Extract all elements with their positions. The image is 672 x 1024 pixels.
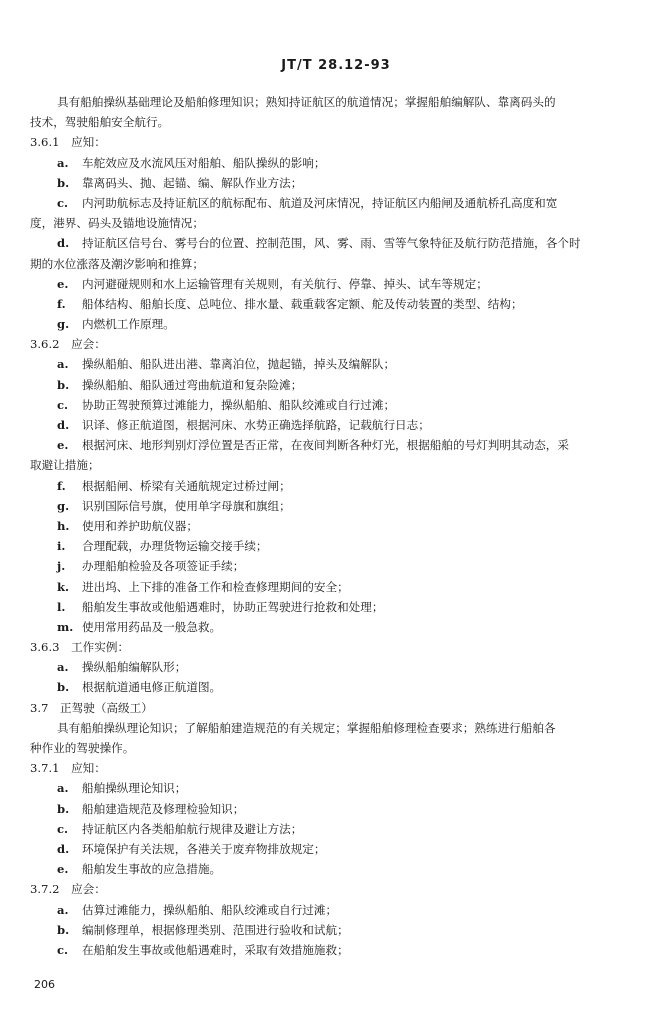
list-item: e. 根据河床、地形判别灯浮位置是否正常，在夜间判断各种灯光，根据船舶的号灯判明其动态，采	[57, 438, 569, 453]
list-item: b. 操纵船舶、船队通过弯曲航道和复杂险滩；	[57, 377, 303, 392]
list-item: e. 船舶发生事故的应急措施。	[57, 862, 222, 877]
list-item: b. 编制修理单，根据修理类别、范围进行验收和试航；	[57, 922, 349, 937]
section-3-7-2-heading: 3.7.2 应会：	[30, 882, 106, 897]
list-item: e. 内河避碰规则和水上运输管理有关规则，有关航行、停靠、掉头、试车等规定；	[57, 276, 488, 291]
intro-line-2: 技术，驾驶船舶安全航行。	[30, 115, 170, 130]
list-item: a. 估算过滩能力，操纵船舶、船队绞滩或自行过滩；	[57, 902, 338, 917]
list-item-continuation: 取避让措施；	[30, 458, 100, 473]
section-3-6-2-heading: 3.6.2 应会：	[30, 337, 106, 352]
list-item: m. 使用常用药品及一般急救。	[57, 619, 222, 634]
document-body	[30, 92, 644, 960]
list-item: d. 环境保护有关法规，各港关于废弃物排放规定；	[57, 841, 326, 856]
list-item: a. 操纵船舶、船队进出港、靠离泊位，抛起锚，掉头及编解队；	[57, 357, 396, 372]
list-item: j. 办理船舶检验及各项签证手续；	[57, 559, 245, 574]
list-item: d. 持证航区信号台、雾号台的位置、控制范围，风、雾、雨、雪等气象特征及航行防范措施，各个时	[57, 236, 581, 251]
list-item: a. 操纵船舶编解队形；	[57, 660, 187, 675]
section-3-7-line-2: 种作业的驾驶操作。	[30, 741, 135, 755]
list-item: b. 船舶建造规范及修理检验知识；	[57, 801, 245, 816]
list-item: c. 持证航区内各类船舶航行规律及避让方法；	[57, 821, 303, 836]
section-3-6-3-heading: 3.6.3 工作实例：	[30, 640, 130, 655]
list-item: g. 内燃机工作原理。	[57, 317, 175, 332]
section-3-7-line-1: 具有船舶操纵理论知识；了解船舶建造规范的有关规定；掌握船舶修理检查要求；熟练进行船舶各	[57, 720, 556, 735]
intro-line-1: 具有船舶操纵基础理论及船舶修理知识；熟知持证航区的航道情况；掌握船舶编解队、靠离码头的	[57, 95, 556, 109]
list-item-continuation: 期的水位涨落及潮汐影响和推算；	[30, 256, 204, 271]
list-item: a. 车舵效应及水流风压对船舶、船队操纵的影响；	[57, 155, 326, 170]
section-3-7-heading: 3.7 正驾驶（高级工）	[30, 700, 153, 715]
list-item: i. 合理配载，办理货物运输交接手续；	[57, 539, 268, 554]
list-item: d. 识译、修正航道图，根据河床、水势正确选择航路，记载航行日志；	[57, 418, 430, 432]
list-item: g. 识别国际信号旗，使用单字母旗和旗组；	[57, 498, 291, 513]
list-item: f. 根据船闸、桥梁有关通航规定过桥过闸；	[57, 478, 291, 493]
list-item: c. 内河助航标志及持证航区的航标配布、航道及河床情况，持证航区内船闸及通航桥孔高度和宽	[57, 195, 558, 210]
list-item-continuation: 度，港界、码头及锚地设施情况；	[30, 216, 204, 231]
list-item: f. 船体结构、船舶长度、总吨位、排水量、载重载客定额、舵及传动装置的类型、结构；	[57, 296, 523, 311]
list-item: k. 进出坞、上下排的准备工作和检查修理期间的安全；	[57, 579, 349, 594]
section-3-6-1-heading: 3.6.1 应知：	[30, 135, 106, 150]
page-number: 206	[34, 978, 55, 991]
list-item: b. 根据航道通电修正航道图。	[57, 680, 222, 695]
list-item: c. 协助正驾驶预算过滩能力，操纵船舶、船队绞滩或自行过滩；	[57, 397, 396, 412]
list-item: c. 在船舶发生事故或他船遇难时，采取有效措施施救；	[57, 942, 349, 957]
page-header-code: JT/T 28.12-93	[281, 58, 391, 73]
section-3-7-1-heading: 3.7.1 应知：	[30, 761, 106, 776]
list-item: l. 船舶发生事故或他船遇难时，协助正驾驶进行抢救和处理；	[57, 599, 384, 614]
list-item: h. 使用和养护助航仪器；	[57, 518, 198, 533]
list-item: a. 船舶操纵理论知识；	[57, 781, 187, 796]
list-item: b. 靠离码头、抛、起锚、编、解队作业方法；	[57, 175, 303, 190]
